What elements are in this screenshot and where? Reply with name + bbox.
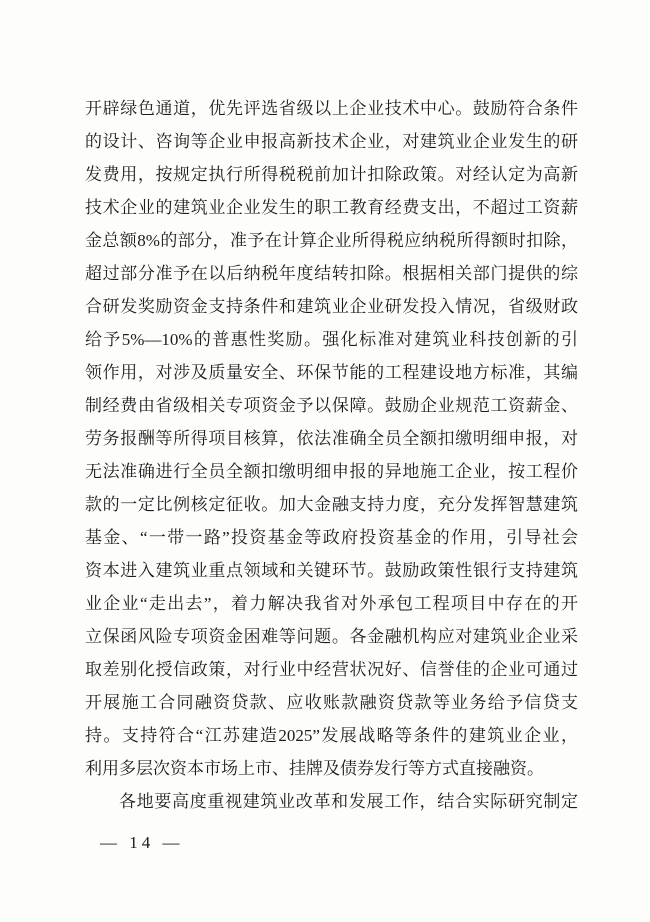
text-line: 的设计、咨询等企业申报高新技术企业，对建筑业企业发生的研 — [85, 132, 578, 151]
text-line: 资本进入建筑业重点领域和关键环节。鼓励政策性银行支持建筑 — [85, 561, 578, 580]
text-line: 各地要高度重视建筑业改革和发展工作，结合实际研究制定 — [119, 792, 578, 811]
text-line: 立保函风险专项资金困难等问题。各金融机构应对建筑业企业采 — [85, 627, 578, 646]
text-line: 金总额8%的部分，准予在计算企业所得税应纳税所得额时扣除， — [85, 231, 578, 250]
text-line: 业企业“走出去”，着力解决我省对外承包工程项目中存在的开 — [85, 594, 578, 613]
text-line: 开辟绿色通道，优先评选省级以上企业技术中心。鼓励符合条件 — [85, 99, 578, 118]
document-body — [85, 92, 578, 818]
text-line: 开展施工合同融资贷款、应收账款融资贷款等业务给予信贷支 — [85, 693, 578, 712]
text-line: 发费用，按规定执行所得税税前加计扣除政策。对经认定为高新 — [85, 165, 578, 184]
text-line: 基金、“一带一路”投资基金等政府投资基金的作用，引导社会 — [85, 528, 578, 547]
text-line: 持。支持符合“江苏建造2025”发展战略等条件的建筑业企业， — [85, 726, 578, 745]
page-number: — 14 — — [100, 833, 184, 852]
text-line: 劳务报酬等所得项目核算，依法准确全员全额扣缴明细申报，对 — [85, 429, 578, 448]
text-line: 无法准确进行全员全额扣缴明细申报的异地施工企业，按工程价 — [85, 462, 578, 481]
text-line: 领作用，对涉及质量安全、环保节能的工程建设地方标准，其编 — [85, 363, 578, 382]
text-line: 取差别化授信政策，对行业中经营状况好、信誉佳的企业可通过 — [85, 660, 578, 679]
text-line: 超过部分准予在以后纳税年度结转扣除。根据相关部门提供的综 — [85, 264, 578, 283]
text-line: 款的一定比例核定征收。加大金融支持力度，充分发挥智慧建筑 — [85, 495, 578, 514]
text-line: 利用多层次资本市场上市、挂牌及债券发行等方式直接融资。 — [85, 759, 544, 778]
text-line: 制经费由省级相关专项资金予以保障。鼓励企业规范工资薪金、 — [85, 396, 578, 415]
text-line: 给予5%—10%的普惠性奖励。强化标准对建筑业科技创新的引 — [85, 330, 578, 349]
text-line: 技术企业的建筑业企业发生的职工教育经费支出，不超过工资薪 — [85, 198, 578, 217]
text-line: 合研发奖励资金支持条件和建筑业企业研发投入情况，省级财政 — [85, 297, 578, 316]
